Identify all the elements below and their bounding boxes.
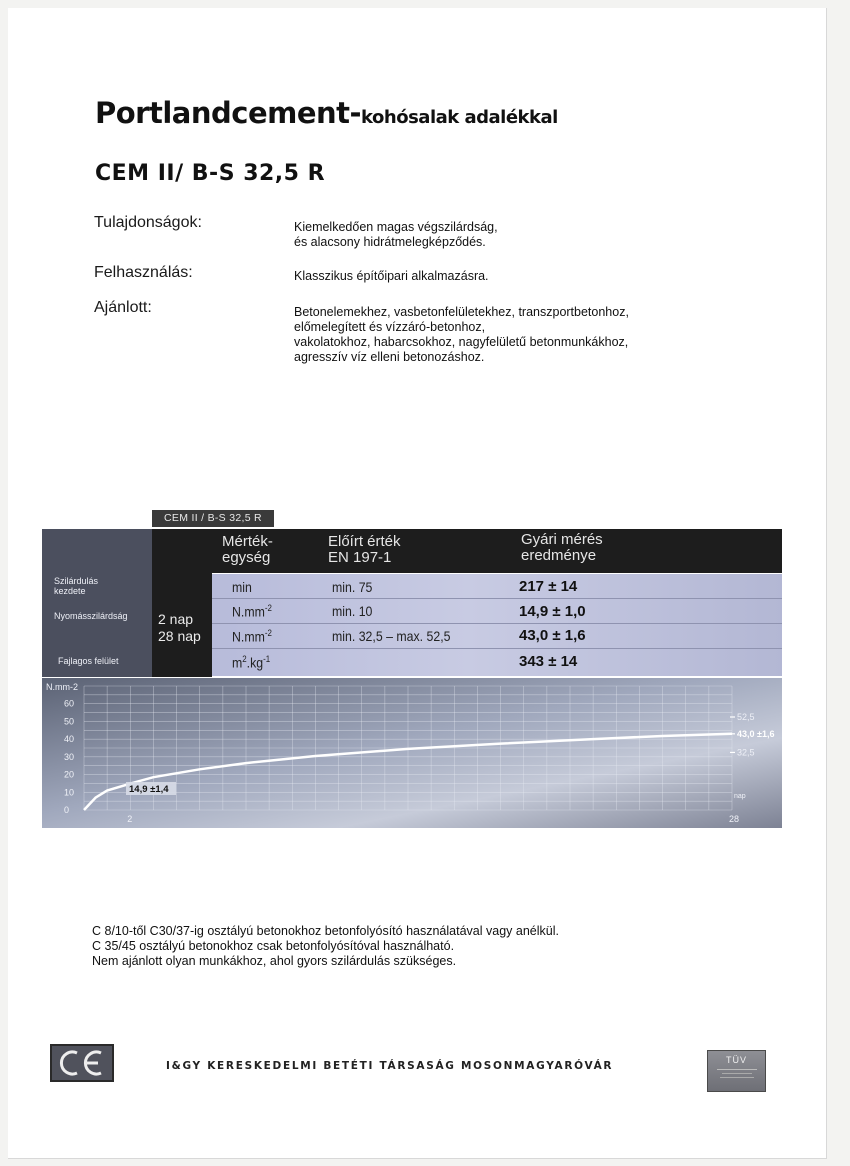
y-axis-label: N.mm-2	[46, 682, 78, 692]
ce-mark-icon	[52, 1046, 112, 1080]
row-label-setting: Szilárdulás kezdete	[54, 576, 99, 596]
header-spec: Előírt érték EN 197-1	[328, 533, 401, 566]
days-column	[152, 529, 212, 677]
spec-cell: min. 32,5 – max. 52,5	[332, 628, 451, 644]
days-28: 28 nap	[158, 628, 201, 644]
day28-value-label: 43,0 ±1,6	[737, 728, 775, 739]
header-measured: Gyári mérés eredménye	[521, 531, 603, 564]
usage-notes: C 8/10-től C30/37-ig osztályú betonokhoz betonfolyósító használatával vagy anélkül. C 35/45 osztályú betonokhoz csak betonfolyósítóval használható. Nem ajánlott olyan munkákhoz, ahol gyors szilárdulás szükséges.	[92, 924, 559, 968]
y-tick-label: 10	[64, 787, 75, 798]
page-title: Portlandcement-kohósalak adalékkal	[95, 96, 558, 130]
strength-chart	[42, 678, 782, 828]
unit-cell: $N.mm^{-2}$	[232, 603, 272, 620]
day2-value-label: 14,9 ±1,4	[129, 784, 169, 795]
y-tick-label: 60	[64, 698, 75, 709]
tuv-seal	[707, 1050, 766, 1092]
x-tick-label: 28	[729, 814, 740, 824]
table-header	[212, 529, 782, 573]
recommended-label: Ajánlott:	[94, 299, 152, 316]
days-2: 2 nap	[158, 611, 194, 627]
y-tick-label: 40	[64, 734, 75, 745]
lower-limit-label: 32,5	[737, 747, 755, 758]
measured-cell: 343 ± 14	[519, 653, 578, 670]
x-axis-unit: nap	[734, 793, 746, 800]
table-row	[212, 624, 782, 649]
company-name: I&GY KERESKEDELMI BETÉTI TÁRSASÁG MOSONMAGYARÓVÁR	[166, 1060, 614, 1072]
row-label-compressive: Nyomásszilárdság	[54, 611, 128, 621]
y-tick-label: 30	[64, 751, 75, 762]
usage-label: Felhasználás:	[94, 264, 193, 281]
y-tick-label: 0	[64, 805, 70, 815]
spec-cell: min. 10	[332, 603, 373, 619]
chart-background	[42, 678, 782, 828]
recommended-text: Betonelemekhez, vasbetonfelületekhez, transzportbetonhoz, előmelegített és vízzáró-betonhoz, vakolatokhoz, habarcsokhoz, nagyfelületű betonmunkákhoz, agresszív víz elleni betonozáshoz.	[294, 305, 629, 364]
ce-mark-logo	[50, 1044, 114, 1082]
x-tick-label: 2	[127, 814, 133, 824]
upper-limit-label: 52,5	[737, 712, 755, 722]
measured-cell: 217 ± 14	[519, 578, 578, 595]
unit-cell: $m^2.kg^{-1}$	[232, 654, 271, 671]
header-unit: Mérték- egység	[222, 533, 273, 566]
row-label-surface: Fajlagos felület	[58, 656, 119, 666]
measured-cell: 14,9 ± 1,0	[519, 603, 586, 620]
properties-label: Tulajdonságok:	[94, 214, 202, 231]
properties-text: Kiemelkedően magas végszilárdság, és alacsony hidrátmelegképződés.	[294, 220, 498, 249]
measured-cell: 43,0 ± 1,6	[519, 627, 586, 644]
y-tick-label: 20	[64, 769, 75, 780]
usage-text: Klasszikus építőipari alkalmazásra.	[294, 269, 489, 283]
product-code: CEM II/ B-S 32,5 R	[95, 161, 326, 186]
table-row	[212, 599, 782, 624]
table-row	[212, 574, 782, 599]
row-label-column	[42, 529, 154, 677]
spec-cell: min. 75	[332, 579, 373, 595]
y-tick-label: 50	[64, 716, 75, 727]
unit-cell: $N.mm^{-2}$	[232, 628, 272, 645]
tuv-label: TÜV	[726, 1055, 747, 1065]
product-tag: CEM II / B-S 32,5 R	[152, 510, 274, 527]
unit-cell: min	[232, 579, 252, 595]
table-row	[212, 649, 782, 676]
